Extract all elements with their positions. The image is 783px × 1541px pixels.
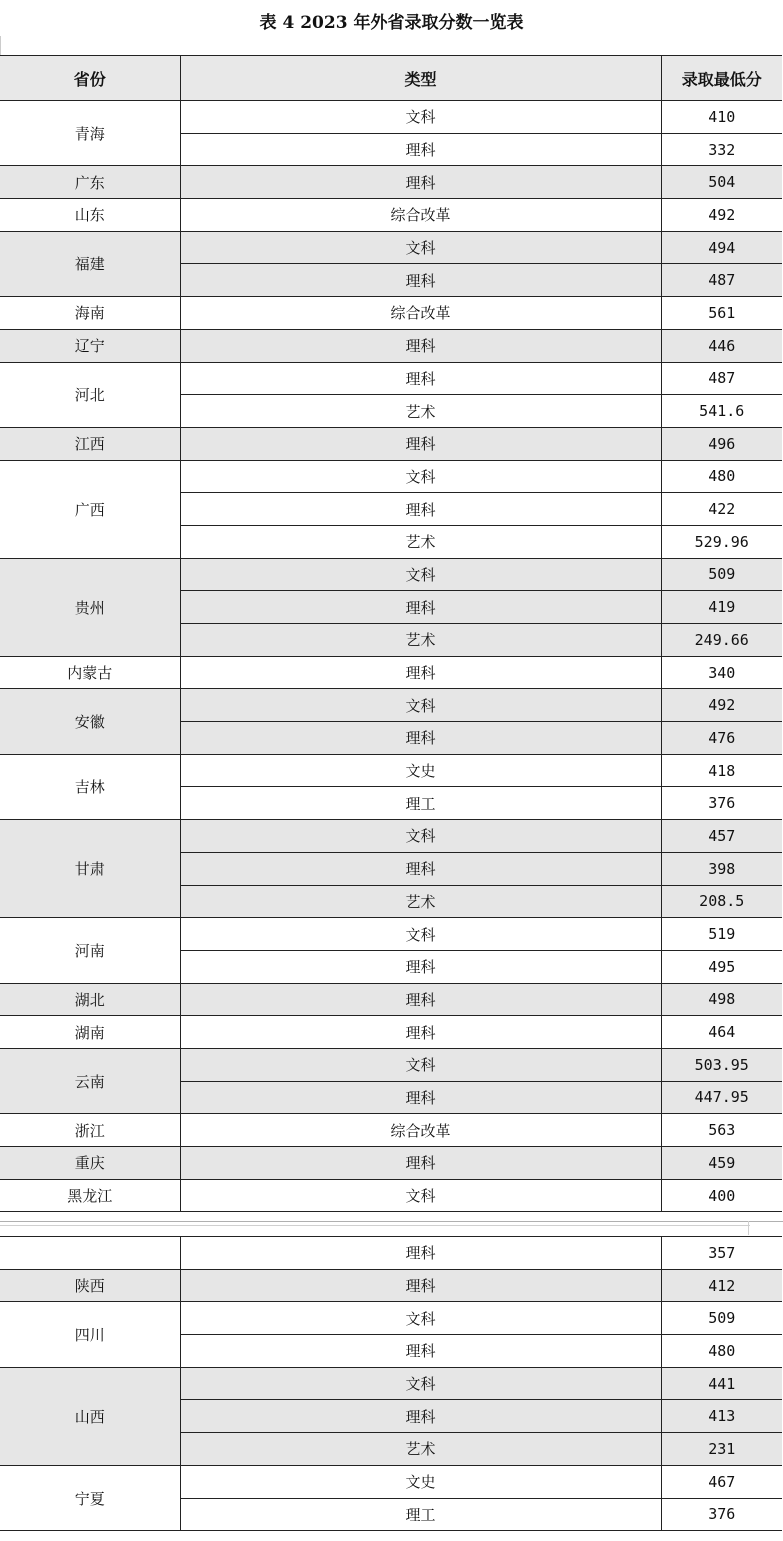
- table-row: [0, 754, 782, 787]
- type-cell: 艺术: [180, 885, 661, 918]
- header-type: 类型: [180, 56, 661, 101]
- province-cell: 吉林: [0, 754, 180, 819]
- score-cell: 413: [661, 1400, 782, 1433]
- table-row: [0, 1114, 782, 1147]
- type-cell: 理科: [180, 852, 661, 885]
- type-cell: 理科: [180, 1016, 661, 1049]
- province-cell: 广西: [0, 460, 180, 558]
- score-cell: 494: [661, 231, 782, 264]
- score-cell: 398: [661, 852, 782, 885]
- score-cell: 504: [661, 166, 782, 199]
- score-cell: 541.6: [661, 395, 782, 428]
- type-cell: 理科: [180, 427, 661, 460]
- table-row: [0, 1237, 782, 1270]
- score-cell: 441: [661, 1367, 782, 1400]
- score-cell: 487: [661, 264, 782, 297]
- score-cell: 519: [661, 918, 782, 951]
- table-row: [0, 1302, 782, 1335]
- table-row: [0, 460, 782, 493]
- province-cell: 宁夏: [0, 1465, 180, 1530]
- score-cell: 492: [661, 199, 782, 232]
- type-cell: 理科: [180, 1147, 661, 1180]
- score-cell: 487: [661, 362, 782, 395]
- table-row: [0, 329, 782, 362]
- score-cell: 480: [661, 460, 782, 493]
- type-cell: 文科: [180, 820, 661, 853]
- province-cell: 湖北: [0, 983, 180, 1016]
- type-cell: 文科: [180, 101, 661, 134]
- type-cell: 理科: [180, 950, 661, 983]
- province-cell: 山西: [0, 1367, 180, 1465]
- score-cell: 480: [661, 1335, 782, 1368]
- province-cell: 浙江: [0, 1114, 180, 1147]
- score-cell: 418: [661, 754, 782, 787]
- type-cell: 综合改革: [180, 199, 661, 232]
- score-cell: 447.95: [661, 1081, 782, 1114]
- type-cell: 理科: [180, 1400, 661, 1433]
- province-cell: 云南: [0, 1048, 180, 1113]
- type-cell: 理工: [180, 787, 661, 820]
- score-cell: 376: [661, 1498, 782, 1531]
- table-row: [0, 1465, 782, 1498]
- type-cell: 理科: [180, 133, 661, 166]
- table-row: [0, 656, 782, 689]
- province-cell: [0, 1237, 180, 1270]
- score-cell: 563: [661, 1114, 782, 1147]
- type-cell: 理工: [180, 1498, 661, 1531]
- table-row: [0, 1179, 782, 1212]
- page-break-line: [0, 1221, 783, 1222]
- score-cell: 509: [661, 558, 782, 591]
- table-row: [0, 1269, 782, 1302]
- province-cell: 山东: [0, 199, 180, 232]
- table-row: [0, 1048, 782, 1081]
- type-cell: 理科: [180, 264, 661, 297]
- table-row: [0, 427, 782, 460]
- province-cell: 海南: [0, 297, 180, 330]
- type-cell: 理科: [180, 656, 661, 689]
- province-cell: 福建: [0, 231, 180, 296]
- table-row: [0, 1147, 782, 1180]
- score-table-top: [0, 55, 782, 1212]
- table-row: [0, 983, 782, 1016]
- type-cell: 文科: [180, 1179, 661, 1212]
- left-margin-mark: [0, 36, 1, 56]
- table-title: 表 4 2023 年外省录取分数一览表: [259, 13, 524, 33]
- score-cell: 410: [661, 101, 782, 134]
- province-cell: 安徽: [0, 689, 180, 754]
- type-cell: 理科: [180, 1335, 661, 1368]
- table-row: [0, 101, 782, 134]
- score-cell: 419: [661, 591, 782, 624]
- province-cell: 贵州: [0, 558, 180, 656]
- table-row: [0, 689, 782, 722]
- type-cell: 文科: [180, 1302, 661, 1335]
- province-cell: 重庆: [0, 1147, 180, 1180]
- type-cell: 文史: [180, 754, 661, 787]
- score-cell: 503.95: [661, 1048, 782, 1081]
- type-cell: 艺术: [180, 624, 661, 657]
- page-break: [0, 1221, 783, 1236]
- score-cell: 464: [661, 1016, 782, 1049]
- province-cell: 黑龙江: [0, 1179, 180, 1212]
- type-cell: 理科: [180, 722, 661, 755]
- province-cell: 四川: [0, 1302, 180, 1367]
- table-row: [0, 297, 782, 330]
- score-cell: 422: [661, 493, 782, 526]
- page-break-tick: [748, 1221, 749, 1235]
- score-cell: 492: [661, 689, 782, 722]
- score-cell: 467: [661, 1465, 782, 1498]
- table-row: [0, 166, 782, 199]
- score-cell: 509: [661, 1302, 782, 1335]
- province-cell: 湖南: [0, 1016, 180, 1049]
- type-cell: 文科: [180, 1048, 661, 1081]
- type-cell: 文科: [180, 460, 661, 493]
- table-row: [0, 820, 782, 853]
- score-cell: 457: [661, 820, 782, 853]
- type-cell: 理科: [180, 166, 661, 199]
- header-score: 录取最低分: [661, 56, 782, 101]
- score-cell: 496: [661, 427, 782, 460]
- type-cell: 理科: [180, 1269, 661, 1302]
- score-cell: 529.96: [661, 525, 782, 558]
- type-cell: 文科: [180, 231, 661, 264]
- type-cell: 文科: [180, 1367, 661, 1400]
- page-break-line-inner: [0, 1225, 750, 1226]
- type-cell: 理科: [180, 591, 661, 624]
- province-cell: 青海: [0, 101, 180, 166]
- score-cell: 400: [661, 1179, 782, 1212]
- province-cell: 江西: [0, 427, 180, 460]
- type-cell: 文史: [180, 1465, 661, 1498]
- type-cell: 理科: [180, 329, 661, 362]
- score-cell: 208.5: [661, 885, 782, 918]
- type-cell: 综合改革: [180, 1114, 661, 1147]
- province-cell: 甘肃: [0, 820, 180, 918]
- table-row: [0, 1367, 782, 1400]
- score-cell: 446: [661, 329, 782, 362]
- score-table-bottom: [0, 1236, 782, 1531]
- province-cell: 陕西: [0, 1269, 180, 1302]
- table-row: [0, 199, 782, 232]
- type-cell: 理科: [180, 983, 661, 1016]
- score-cell: 376: [661, 787, 782, 820]
- score-cell: 357: [661, 1237, 782, 1270]
- type-cell: 理科: [180, 1237, 661, 1270]
- province-cell: 河南: [0, 918, 180, 983]
- province-cell: 河北: [0, 362, 180, 427]
- header-province: 省份: [0, 56, 180, 101]
- type-cell: 艺术: [180, 1433, 661, 1466]
- table-row: [0, 362, 782, 395]
- type-cell: 理科: [180, 362, 661, 395]
- score-cell: 412: [661, 1269, 782, 1302]
- score-cell: 561: [661, 297, 782, 330]
- type-cell: 理科: [180, 493, 661, 526]
- type-cell: 艺术: [180, 525, 661, 558]
- score-cell: 459: [661, 1147, 782, 1180]
- table-row: [0, 1016, 782, 1049]
- type-cell: 艺术: [180, 395, 661, 428]
- province-cell: 内蒙古: [0, 656, 180, 689]
- type-cell: 文科: [180, 689, 661, 722]
- score-cell: 495: [661, 950, 782, 983]
- score-cell: 476: [661, 722, 782, 755]
- table-row: [0, 231, 782, 264]
- header-row: [0, 56, 782, 101]
- score-cell: 340: [661, 656, 782, 689]
- type-cell: 综合改革: [180, 297, 661, 330]
- score-cell: 249.66: [661, 624, 782, 657]
- score-cell: 498: [661, 983, 782, 1016]
- table-row: [0, 558, 782, 591]
- score-cell: 332: [661, 133, 782, 166]
- province-cell: 辽宁: [0, 329, 180, 362]
- type-cell: 文科: [180, 918, 661, 951]
- province-cell: 广东: [0, 166, 180, 199]
- type-cell: 理科: [180, 1081, 661, 1114]
- type-cell: 文科: [180, 558, 661, 591]
- table-row: [0, 918, 782, 951]
- score-cell: 231: [661, 1433, 782, 1466]
